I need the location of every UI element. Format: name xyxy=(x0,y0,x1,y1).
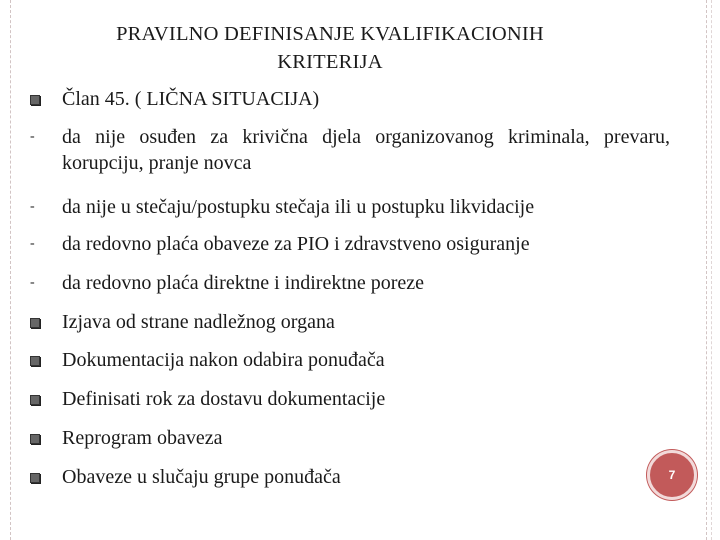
list-item xyxy=(30,124,670,176)
list-item xyxy=(30,86,670,112)
square-bullet-icon xyxy=(30,386,60,412)
list-item-text: Član 45. ( LIČNA SITUACIJA) xyxy=(62,88,320,110)
slide-title xyxy=(30,20,630,76)
list-item-text: da redovno plaća obaveze za PIO i zdravstveno osiguranje xyxy=(62,233,530,255)
dash-bullet-icon: - xyxy=(30,275,35,290)
list-item xyxy=(30,270,670,296)
slide-frame-right xyxy=(706,0,707,540)
slide-title-line-2: KRITERIJA xyxy=(277,51,383,73)
square-bullet-icon xyxy=(30,464,60,490)
slide-frame-right-inner xyxy=(711,0,712,540)
list-item xyxy=(30,309,670,335)
list-item xyxy=(30,425,670,451)
page-number-badge xyxy=(647,450,697,500)
list-item-text: Reprogram obaveza xyxy=(62,427,223,449)
square-bullet-icon xyxy=(30,86,60,112)
list-item-text: Obaveze u slučaju grupe ponuđača xyxy=(62,466,341,488)
slide-title-line-1: PRAVILNO DEFINISANJE KVALIFIKACIONIH xyxy=(116,23,544,45)
page-number: 7 xyxy=(668,468,676,482)
list-item-text: da nije u stečaju/postupku stečaja ili u postupku likvidacije xyxy=(62,196,535,218)
list-item-text: Definisati rok za dostavu dokumentacije xyxy=(62,388,386,410)
dash-bullet-icon: - xyxy=(30,199,35,214)
dash-bullet-icon: - xyxy=(30,236,35,251)
square-bullet-icon xyxy=(30,309,60,335)
list-item-text: da nije osuđen za krivična djela organizovanog kriminala, prevaru, korupciju, pranje novca xyxy=(62,126,670,174)
list-item-text: Dokumentacija nakon odabira ponuđača xyxy=(62,349,385,371)
list-item xyxy=(30,194,670,220)
list-item xyxy=(30,464,670,490)
list-item-text: da redovno plaća direktne i indirektne poreze xyxy=(62,272,425,294)
list-item xyxy=(30,347,670,373)
square-bullet-icon xyxy=(30,347,60,373)
list-item xyxy=(30,386,670,412)
dash-bullet-icon: - xyxy=(30,129,35,144)
list-item xyxy=(30,231,670,257)
list-item-text: Izjava od strane nadležnog organa xyxy=(62,311,335,333)
slide-frame-left xyxy=(10,0,11,540)
square-bullet-icon xyxy=(30,425,60,451)
